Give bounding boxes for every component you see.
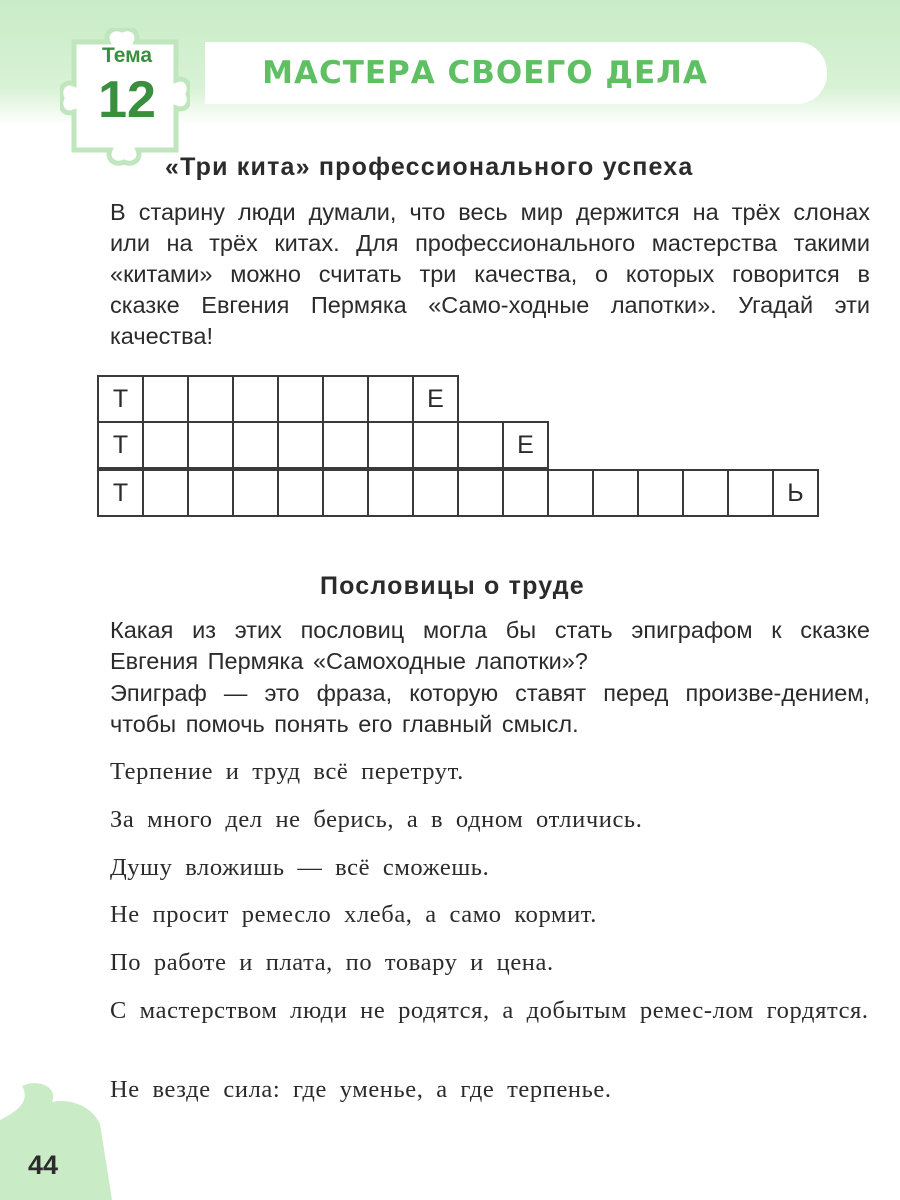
crossword-cell[interactable] bbox=[187, 469, 234, 517]
crossword-cell[interactable] bbox=[367, 469, 414, 517]
crossword-cell[interactable] bbox=[412, 469, 459, 517]
crossword-row bbox=[97, 421, 549, 469]
crossword-row bbox=[97, 375, 459, 423]
crossword-cell[interactable] bbox=[727, 469, 774, 517]
definition-paragraph: Эпиграф — это фраза, которую ставят перед произве-дением, чтобы помочь понять его главный смысл. bbox=[110, 680, 870, 737]
topic-number: 12 bbox=[98, 71, 156, 129]
page-title: МАСТЕРА СВОЕГО ДЕЛА bbox=[262, 55, 708, 91]
crossword-cell[interactable] bbox=[367, 375, 414, 423]
crossword-cell[interactable] bbox=[502, 469, 549, 517]
proverb-item: Душу вложишь — всё сможешь. bbox=[110, 854, 490, 881]
crossword-cell[interactable]: Т bbox=[97, 421, 144, 469]
crossword-cell[interactable] bbox=[547, 469, 594, 517]
section-heading-three-whales: «Три кита» профессионального успеха bbox=[165, 153, 694, 181]
proverb-item: Не везде сила: где уменье, а где терпенье. bbox=[110, 1076, 612, 1103]
crossword-cell[interactable]: Е bbox=[412, 375, 459, 423]
proverb-item: По работе и плата, по товару и цена. bbox=[110, 949, 554, 976]
crossword-cell[interactable] bbox=[142, 421, 189, 469]
crossword-cell[interactable] bbox=[457, 421, 504, 469]
crossword-cell[interactable] bbox=[277, 375, 324, 423]
crossword-row bbox=[97, 469, 819, 517]
topic-label: Тема bbox=[101, 44, 153, 67]
crossword-cell[interactable] bbox=[187, 375, 234, 423]
crossword-cell[interactable] bbox=[682, 469, 729, 517]
crossword-cell[interactable] bbox=[142, 375, 189, 423]
crossword-cell[interactable] bbox=[277, 469, 324, 517]
crossword-cell[interactable] bbox=[232, 421, 279, 469]
proverb-item: За много дел не берись, а в одном отличись. bbox=[110, 806, 643, 833]
crossword-cell[interactable] bbox=[232, 469, 279, 517]
crossword-cell[interactable] bbox=[592, 469, 639, 517]
crossword-cell[interactable] bbox=[142, 469, 189, 517]
crossword-cell[interactable] bbox=[412, 421, 459, 469]
crossword-cell[interactable] bbox=[457, 469, 504, 517]
crossword-cell[interactable] bbox=[322, 469, 369, 517]
crossword-cell[interactable]: Т bbox=[97, 375, 144, 423]
proverb-item: С мастерством люди не родятся, а добытым ремес-лом гордятся. bbox=[110, 997, 869, 1024]
crossword-cell[interactable] bbox=[277, 421, 324, 469]
intro-paragraph: В старину люди думали, что весь мир держится на трёх слонах или на трёх китах. Для профессионального мастерства такими «китами» можно считать три качества, о которых говорится в сказке Евгения Пермяка «Само-ходные лапотки». Угадай эти качества! bbox=[110, 199, 870, 349]
crossword-cell[interactable]: Е bbox=[502, 421, 549, 469]
crossword-cell[interactable] bbox=[322, 421, 369, 469]
crossword-cell[interactable] bbox=[367, 421, 414, 469]
crossword-cell[interactable]: Ь bbox=[772, 469, 819, 517]
proverb-item: Терпение и труд всё перетрут. bbox=[110, 758, 464, 785]
proverb-item: Не просит ремесло хлеба, а само кормит. bbox=[110, 901, 597, 928]
crossword-cell[interactable] bbox=[232, 375, 279, 423]
crossword-cell[interactable] bbox=[187, 421, 234, 469]
crossword-cell[interactable] bbox=[637, 469, 684, 517]
page-number: 44 bbox=[28, 1150, 59, 1180]
crossword-cell[interactable]: Т bbox=[97, 469, 144, 517]
section-heading-proverbs: Пословицы о труде bbox=[320, 572, 585, 600]
corner-puzzle-icon bbox=[0, 1080, 130, 1200]
question-paragraph: Какая из этих пословиц могла бы стать эпиграфом к сказке Евгения Пермяка «Самоходные лапотки»? bbox=[110, 617, 870, 674]
crossword-cell[interactable] bbox=[322, 375, 369, 423]
